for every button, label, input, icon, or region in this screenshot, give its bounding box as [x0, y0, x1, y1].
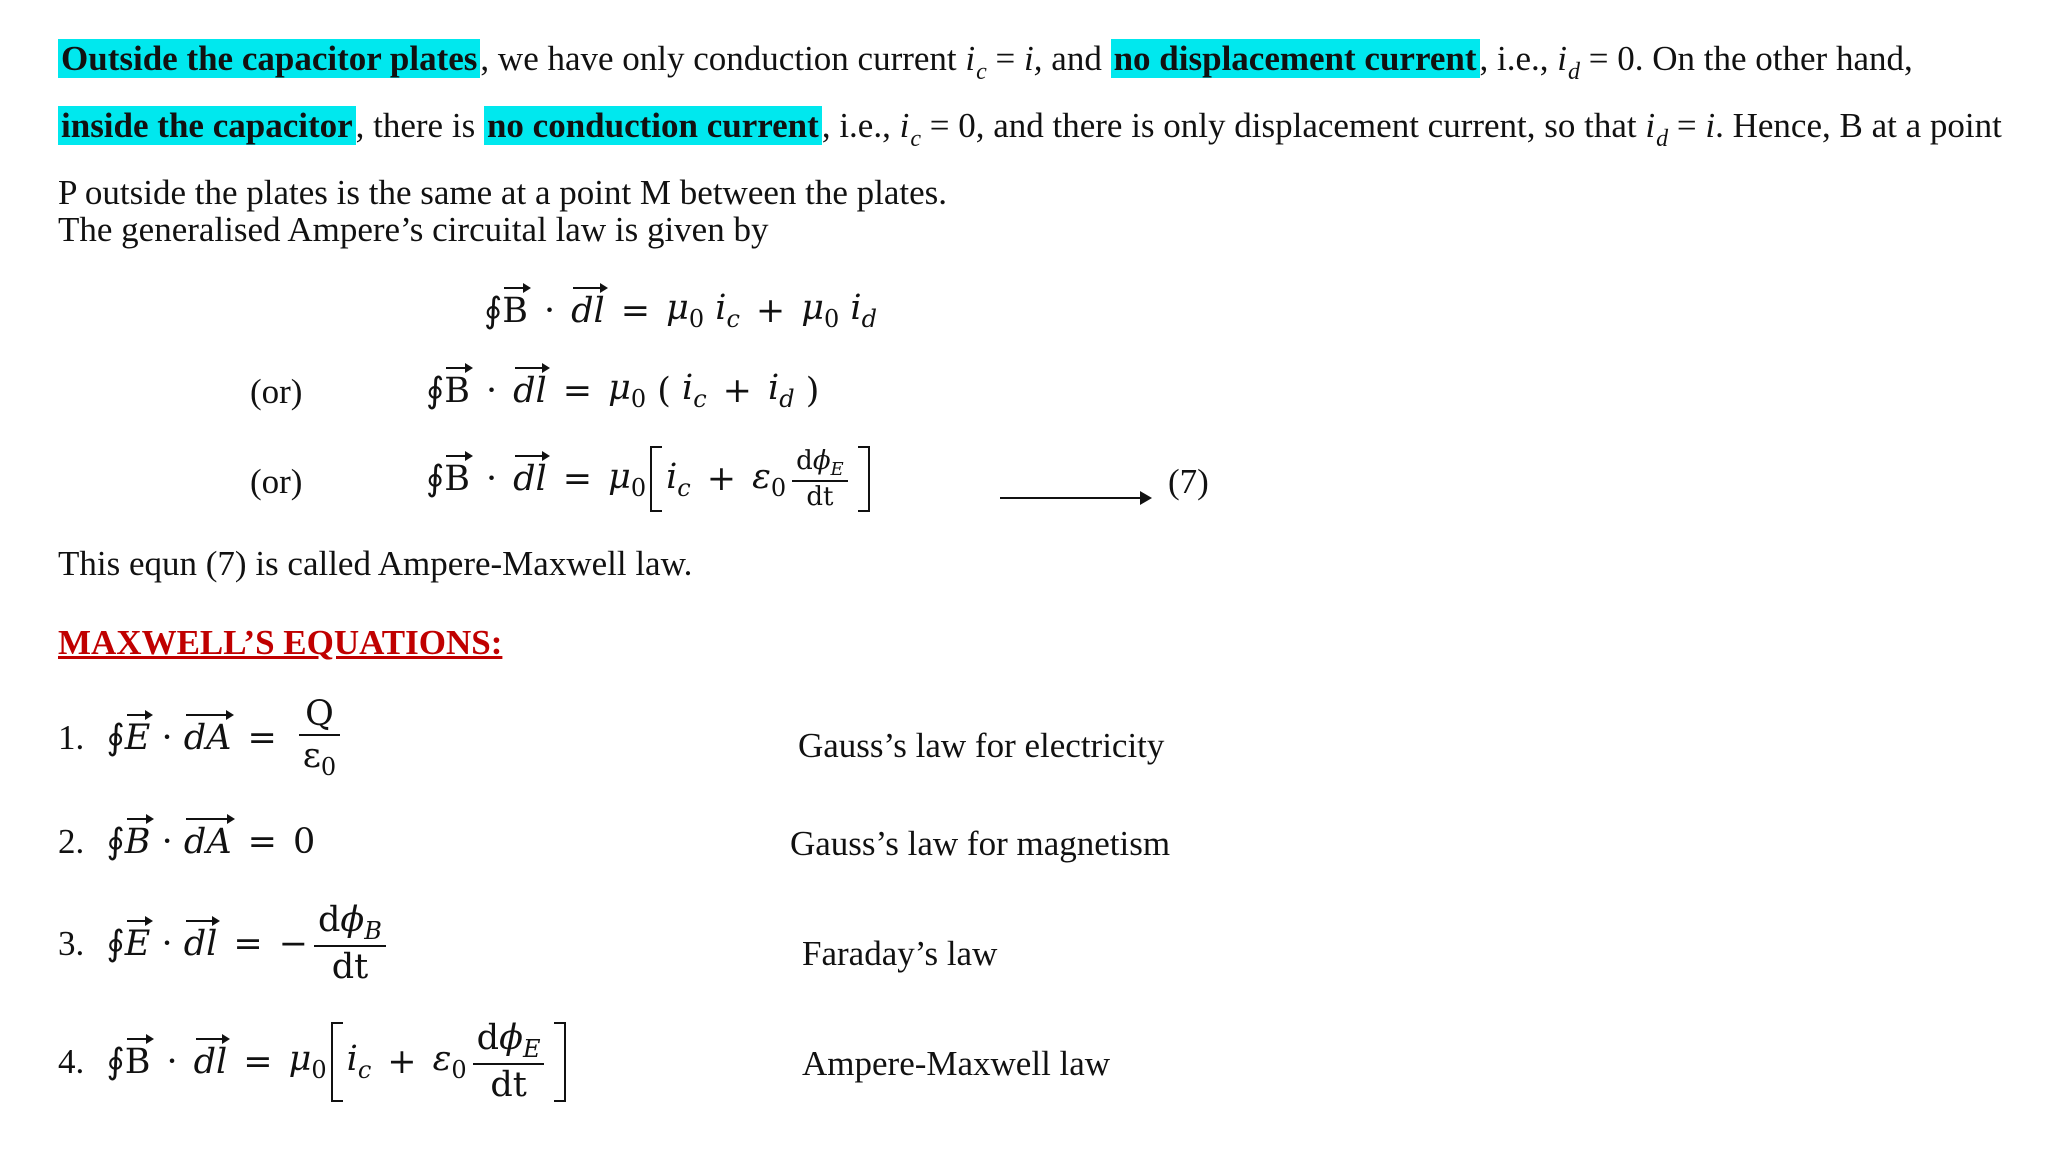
- law-name: Ampere-Maxwell law: [802, 1044, 1111, 1083]
- equation-number: 4.: [58, 1041, 85, 1081]
- ic-symbol: $i_c$: [346, 1039, 372, 1084]
- dot-operator: ·: [543, 290, 556, 331]
- highlight-outside-plates: Outside the capacitor plates: [58, 39, 480, 78]
- bracket-close: [858, 446, 870, 512]
- contour-integral-symbol: ∮: [106, 717, 125, 758]
- maxwell-equation-3: [58, 900, 392, 987]
- symbol-i: i: [899, 106, 910, 145]
- equals-sign: =: [247, 717, 277, 758]
- text-segment: , i.e.,: [1479, 39, 1558, 78]
- law-name: Faraday’s law: [802, 934, 998, 973]
- text-segment: =: [1668, 106, 1706, 145]
- symbol-i: i: [1645, 106, 1656, 145]
- symbol-i: i: [965, 39, 976, 78]
- vector-dl: dl: [183, 923, 218, 964]
- vector-b: B: [124, 1041, 151, 1082]
- mu0-symbol: $\mu_0$: [608, 368, 647, 413]
- text-segment: , i.e.,: [821, 106, 900, 145]
- fraction-dphiE-dt: $\frac{d\phi_E}{dt}$: [473, 1018, 545, 1105]
- vector-dl: dl: [513, 459, 547, 500]
- maxwell-equation-4: [58, 1018, 570, 1105]
- fraction-dphiB-dt: $\frac{d\phi_B}{dt}$: [314, 900, 386, 987]
- maxwell-equation-2: [58, 822, 315, 862]
- vector-da: dA: [183, 717, 232, 758]
- contour-integral-symbol: ∮: [106, 923, 125, 964]
- vector-dl: dl: [571, 290, 605, 331]
- equation-number: 1.: [58, 717, 85, 757]
- vector-e: E: [124, 717, 151, 758]
- text-segment: . Hence, B at a point P outside the plates is the same at a point M between the plates.: [58, 106, 2002, 212]
- ic-symbol: $i_c$: [666, 456, 691, 502]
- mu0-symbol: $\mu_0$: [666, 288, 705, 333]
- vector-b: B: [444, 370, 470, 411]
- equals-sign: =: [243, 1041, 273, 1082]
- intro-paragraph: [58, 32, 2008, 219]
- dot-operator: ·: [161, 822, 173, 862]
- ic-symbol: $i_c$: [682, 368, 707, 413]
- plus-sign: +: [755, 290, 786, 331]
- ampere-equation-2: ∮ B · dl = $\mu_0$ ( $i_c$ + $i_d$ ): [426, 368, 820, 413]
- text-segment: , we have only conduction current: [480, 39, 966, 78]
- contour-integral-symbol: ∮: [106, 822, 125, 862]
- equation-number: 2.: [58, 822, 85, 861]
- conclusion-line: This equn (7) is called Ampere-Maxwell law.: [58, 544, 693, 583]
- vector-b: B: [444, 459, 470, 500]
- dot-operator: ·: [161, 717, 173, 758]
- vector-b: B: [124, 822, 151, 862]
- equals-sign: =: [620, 290, 651, 331]
- plus-sign: +: [387, 1041, 417, 1082]
- or-label: (or): [250, 462, 303, 501]
- subscript-c: c: [976, 59, 987, 85]
- symbol-i: i,: [1024, 39, 1043, 78]
- bracket-close: [554, 1022, 566, 1102]
- contour-integral-symbol: ∮: [106, 1041, 125, 1082]
- dot-operator: ·: [485, 459, 498, 500]
- arrow-right-icon: [1000, 497, 1148, 499]
- mu0-symbol: $\mu_0$: [608, 456, 647, 502]
- dot-operator: ·: [166, 1041, 178, 1082]
- vector-dl: dl: [193, 1041, 228, 1082]
- contour-integral-symbol: ∮: [426, 370, 445, 411]
- subscript-d: d: [1568, 59, 1581, 85]
- epsilon0-symbol: $\varepsilon_0$: [432, 1039, 467, 1084]
- fraction-q-epsilon0: $\frac{Q}{\varepsilon_0}$: [299, 694, 340, 781]
- text-segment: = 0. On the other hand,: [1580, 39, 1913, 78]
- text-segment: , there is: [355, 106, 484, 145]
- fraction-dphiE-dt: $\frac{d\phi_E}{dt}$: [792, 446, 848, 512]
- id-symbol: $i_d$: [850, 288, 877, 333]
- maxwell-equation-1: [58, 694, 346, 781]
- minus-sign: −: [278, 923, 309, 964]
- id-symbol: $i_d$: [767, 368, 795, 413]
- ic-symbol: $i_c$: [715, 288, 740, 333]
- text-segment: and: [1042, 39, 1111, 78]
- dot-operator: ·: [161, 923, 173, 964]
- vector-dl: dl: [513, 370, 547, 411]
- highlight-no-displacement: no displacement current: [1111, 39, 1480, 78]
- epsilon0-symbol: $\varepsilon_0$: [752, 456, 787, 502]
- vector-da: dA: [183, 822, 232, 862]
- ampere-maxwell-equation: [426, 446, 874, 512]
- ampere-equation-1: [484, 288, 877, 333]
- intro-line: The generalised Ampere’s circuital law is given by: [58, 210, 769, 249]
- contour-integral-symbol: ∮: [426, 459, 445, 500]
- plus-sign: +: [706, 459, 737, 500]
- bracket-open: [650, 446, 662, 512]
- symbol-i: i: [1705, 106, 1716, 145]
- subscript-c: c: [910, 126, 921, 152]
- dot-operator: ·: [485, 370, 498, 411]
- plus-sign: +: [722, 370, 752, 411]
- bracket-open: [331, 1022, 343, 1102]
- law-name: Gauss’s law for magnetism: [790, 824, 1171, 863]
- text-segment: =: [986, 39, 1025, 78]
- mu0-symbol: $\mu_0$: [288, 1039, 327, 1084]
- highlight-inside-capacitor: inside the capacitor: [58, 106, 356, 145]
- equals-sign: =: [247, 822, 277, 862]
- zero-value: 0: [292, 822, 316, 862]
- highlight-no-conduction: no conduction current: [484, 106, 822, 145]
- equals-sign: =: [562, 459, 593, 500]
- vector-e: E: [124, 923, 151, 964]
- subscript-d: d: [1656, 126, 1669, 152]
- vector-b: B: [502, 290, 528, 331]
- mu0-symbol: $\mu_0$: [801, 288, 840, 333]
- contour-integral-symbol: ∮: [484, 290, 503, 331]
- symbol-i: i: [1557, 39, 1568, 78]
- maxwell-heading: MAXWELL’S EQUATIONS:: [58, 623, 503, 662]
- equals-sign: =: [562, 370, 593, 411]
- equation-number: 3.: [58, 923, 85, 963]
- law-name: Gauss’s law for electricity: [798, 726, 1165, 765]
- or-label: (or): [250, 372, 303, 411]
- equals-sign: =: [233, 923, 263, 964]
- equation-number: (7): [1168, 462, 1209, 501]
- text-segment: = 0, and there is only displacement current, so that: [920, 106, 1646, 145]
